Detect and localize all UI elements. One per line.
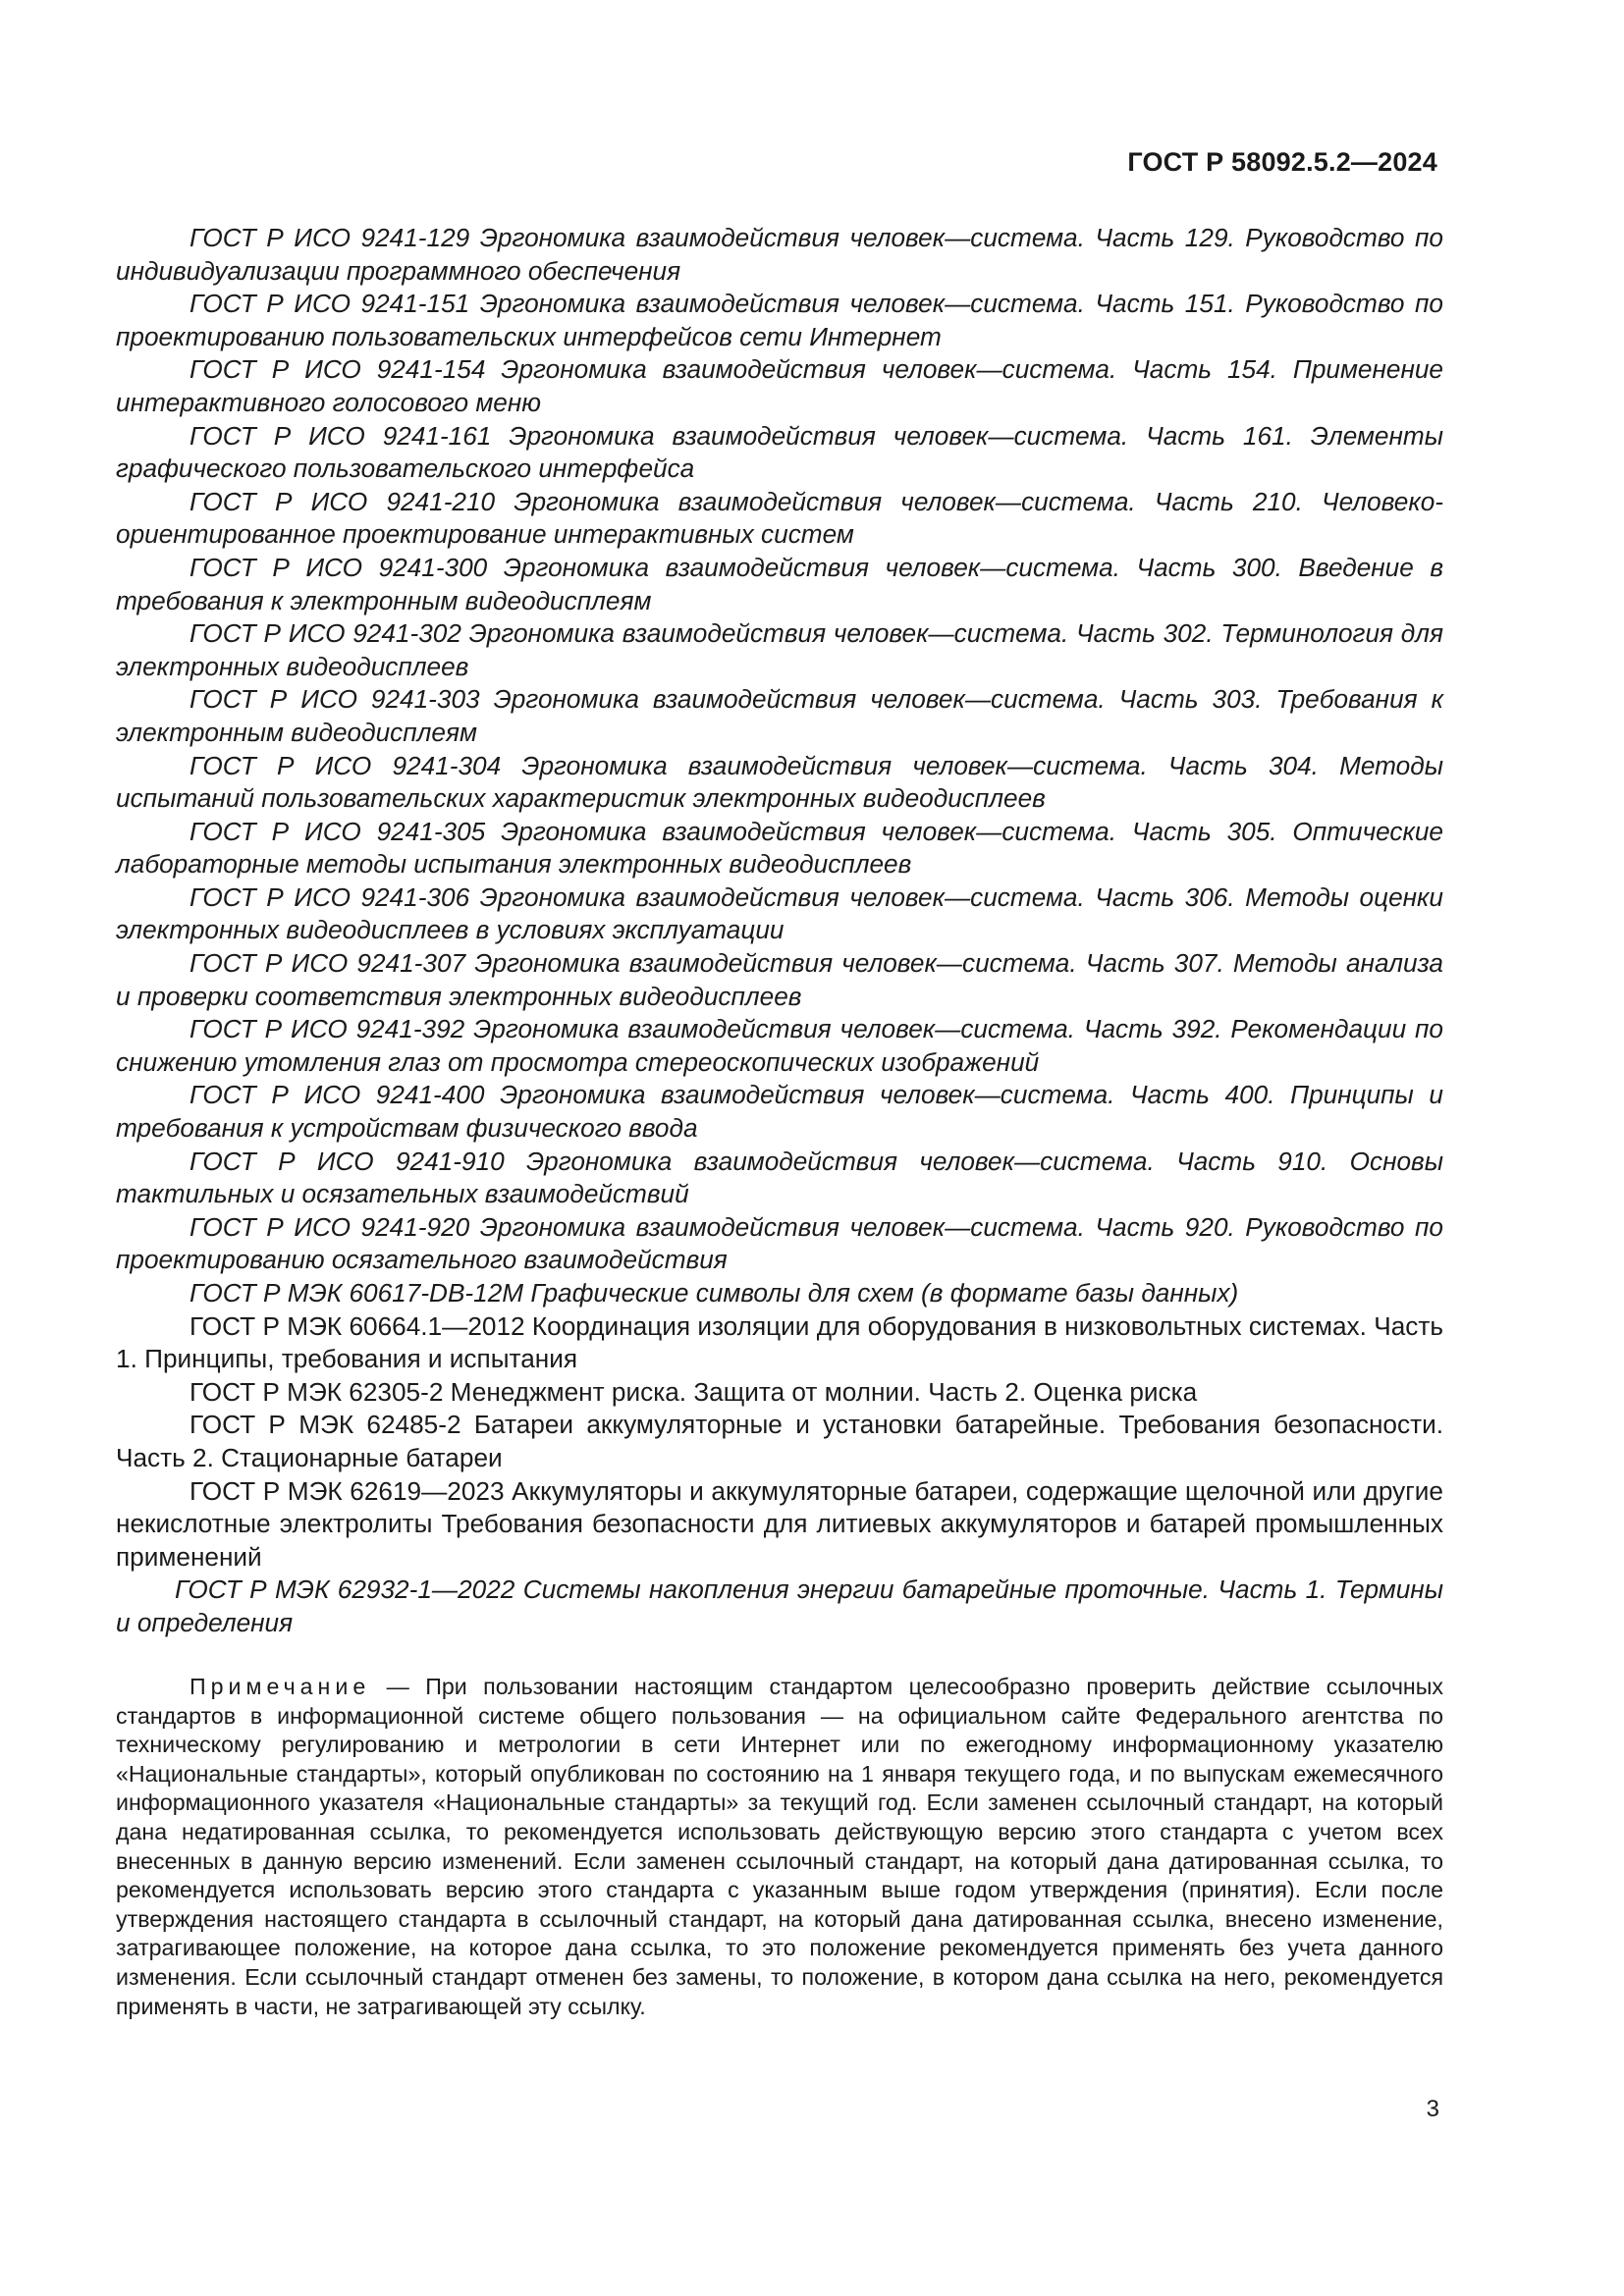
reference-item: ГОСТ Р ИСО 9241-300 Эргономика взаимодействия человек—система. Часть 300. Введение в требования к электронным видеодисплеям — [116, 552, 1443, 615]
note-paragraph — [116, 1673, 1443, 2021]
reference-item: ГОСТ Р ИСО 9241-306 Эргономика взаимодействия человек—система. Часть 306. Методы оценки электронных видеодисплеев в условиях эксплуатации — [116, 881, 1443, 945]
reference-item: ГОСТ Р МЭК 60617-DB-12M Графические символы для схем (в формате базы данных) — [189, 1278, 1239, 1308]
reference-item: ГОСТ Р ИСО 9241-151 Эргономика взаимодействия человек—система. Часть 151. Руководство по проектированию пользовательских интерфейсов сети Интернет — [116, 289, 1443, 351]
reference-item: ГОСТ Р МЭК 62619—2023 Аккумуляторы и аккумуляторные батареи, содержащие щелочной или другие некислотные электролиты Требования безопасности для литиевых аккумуляторов и батарей промышленных применений — [116, 1475, 1443, 1572]
reference-item: ГОСТ Р МЭК 62932-1—2022 Системы накопления энергии батарейные проточные. Часть 1. Термины и определения — [116, 1575, 1443, 1637]
reference-item: ГОСТ Р ИСО 9241-304 Эргономика взаимодействия человек—система. Часть 304. Методы испытаний пользовательских характеристик электронных видеодисплеев — [116, 750, 1443, 814]
document-id-header: ГОСТ Р 58092.5.2—2024 — [1127, 147, 1437, 177]
reference-item: ГОСТ Р ИСО 9241-161 Эргономика взаимодействия человек—система. Часть 161. Элементы графического пользовательского интерфейса — [116, 420, 1443, 484]
reference-item: ГОСТ Р ИСО 9241-392 Эргономика взаимодействия человек—система. Часть 392. Рекомендации по снижению утомления глаз от просмотра стереоскопических изображений — [116, 1014, 1443, 1077]
note-text: — При пользовании настоящим стандартом целесообразно проверить действие ссылочных стандартов в информационной системе общего пользования — на официальном сайте Федерального агентства по техническому регулированию и метрологии в сети Интернет или по ежегодному информационному указателю «Национальные стандарты», который опубликован по состоянию на 1 января текущего года, и по выпускам ежемесячного информационного указателя «Национальные стандарты» за текущий год. Если заменен ссылочный стандарт, на который дана недатированная ссылка, то рекомендуется использовать действующую версию этого стандарта с учетом всех внесенных в данную версию изменений. Если заменен ссылочный стандарт, на который дана датированная ссылка, то рекомендуется использовать версию этого стандарта с указанным выше годом утверждения (принятия). Если после утверждения настоящего стандарта в ссылочный стандарт, на который дана датированная ссылка, внесено изменение, затрагивающее положение, на которое дана ссылка, то это положение рекомендуется применять без учета данного изменения. Если ссылочный стандарт отменен без замены, то положение, в котором дана ссылка на него, рекомендуется применять в части, не затрагивающей эту ссылку. — [116, 1674, 1443, 2019]
reference-item: ГОСТ Р ИСО 9241-920 Эргономика взаимодействия человек—система. Часть 920. Руководство по проектированию осязательного взаимодействия — [116, 1211, 1443, 1275]
reference-item: ГОСТ Р ИСО 9241-910 Эргономика взаимодействия человек—система. Часть 910. Основы тактильных и осязательных взаимодействий — [116, 1146, 1443, 1209]
reference-item: ГОСТ Р МЭК 60664.1—2012 Координация изоляции для оборудования в низковольтных системах. Часть 1. Принципы, требования и испытания — [116, 1310, 1443, 1374]
page-number: 3 — [1426, 2096, 1439, 2122]
reference-item: ГОСТ Р ИСО 9241-154 Эргономика взаимодействия человек—система. Часть 154. Применение интерактивного голосового меню — [116, 354, 1443, 417]
note-label: Примечание — [189, 1674, 371, 1699]
reference-item: ГОСТ Р ИСО 9241-400 Эргономика взаимодействия человек—система. Часть 400. Принципы и требования к устройствам физического ввода — [116, 1080, 1443, 1144]
reference-item: ГОСТ Р ИСО 9241-303 Эргономика взаимодействия человек—система. Часть 303. Требования к электронным видеодисплеям — [116, 684, 1443, 747]
reference-item: ГОСТ Р ИСО 9241-307 Эргономика взаимодействия человек—система. Часть 307. Методы анализа и проверки соответствия электронных видеодисплеев — [116, 948, 1443, 1011]
reference-item: ГОСТ Р ИСО 9241-305 Эргономика взаимодействия человек—система. Часть 305. Оптические лабораторные методы испытания электронных видеодисплеев — [116, 816, 1443, 880]
normative-references-list — [116, 222, 1443, 1640]
reference-item: ГОСТ Р МЭК 62485-2 Батареи аккумуляторные и установки батарейные. Требования безопасности. Часть 2. Стационарные батареи — [116, 1410, 1443, 1472]
reference-item: ГОСТ Р ИСО 9241-129 Эргономика взаимодействия человек—система. Часть 129. Руководство по индивидуализации программного обеспечения — [116, 223, 1443, 286]
reference-item: ГОСТ Р ИСО 9241-302 Эргономика взаимодействия человек—система. Часть 302. Терминология для электронных видеодисплеев — [116, 618, 1443, 681]
reference-item: ГОСТ Р МЭК 62305-2 Менеджмент риска. Защита от молнии. Часть 2. Оценка риска — [189, 1376, 1198, 1407]
reference-item: ГОСТ Р ИСО 9241-210 Эргономика взаимодействия человек—система. Часть 210. Человеко-ориентированное проектирование интерактивных систем — [116, 486, 1443, 550]
